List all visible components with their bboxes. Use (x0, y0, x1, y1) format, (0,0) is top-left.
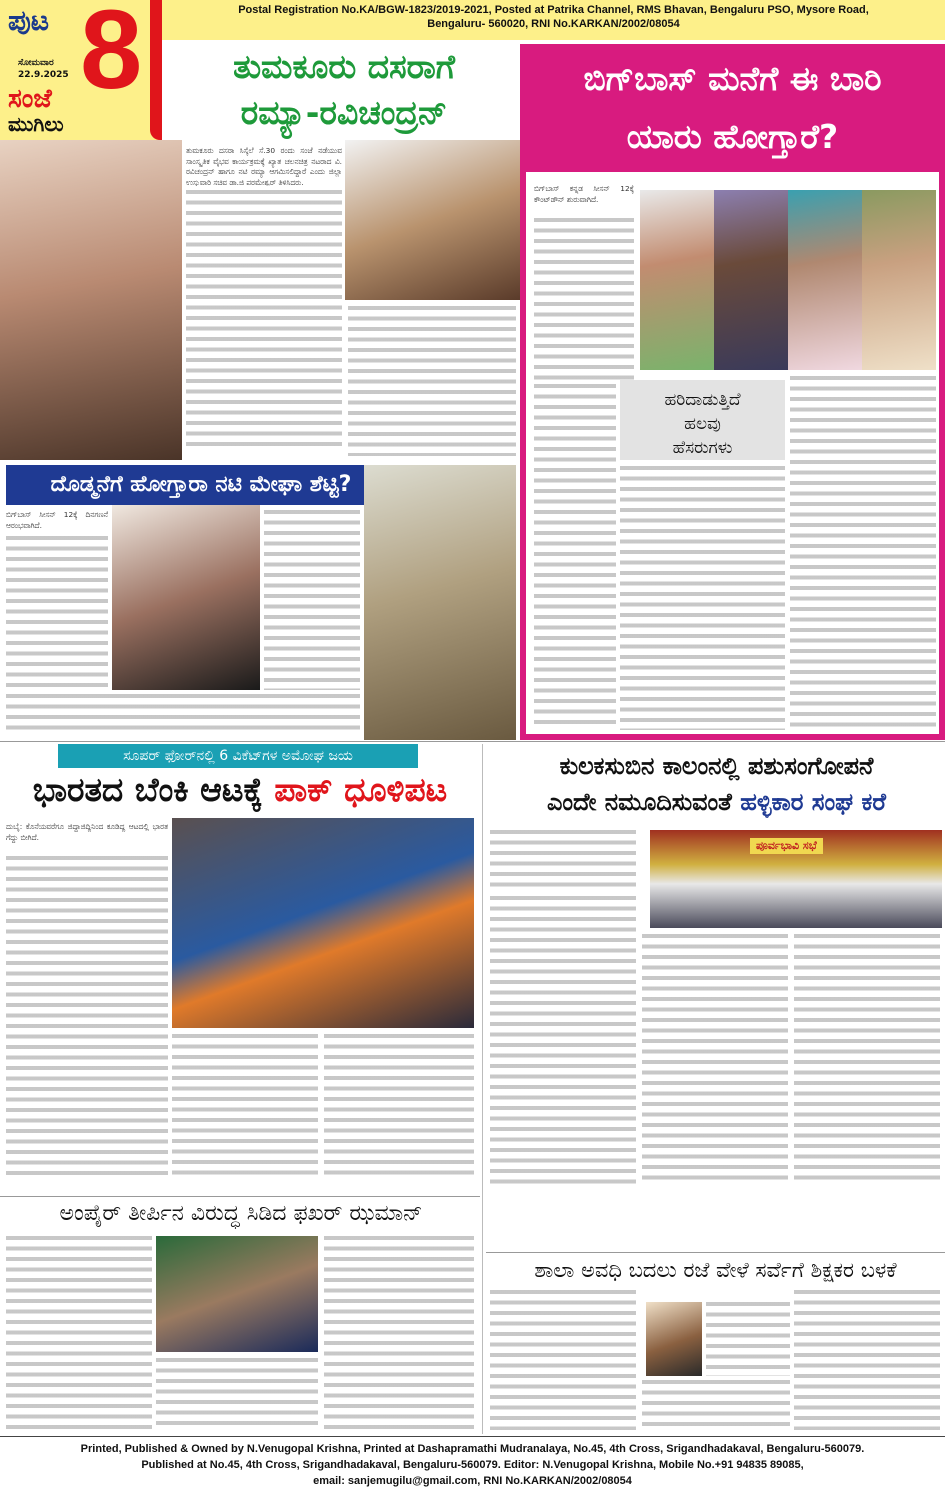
cricket-headline-black: ಭಾರತದ ಬೆಂಕಿ ಆಟಕ್ಕೆ (32, 770, 263, 809)
paper-title-line2: ಮುಗಿಲು (8, 112, 64, 136)
dasara-headline-line2: ರಮ್ಯಾ-ರವಿಚಂದ್ರನ್ (240, 93, 448, 132)
halikara-body-col3 (794, 934, 940, 1186)
minister-photo (646, 1302, 702, 1376)
megha-headline: ದೊಡ್ಮನೆಗೆ ಹೋಗ್ತಾರಾ ನಟಿ ಮೇಘಾ ಶೆಟ್ಟಿ? (6, 465, 396, 505)
date-label: 22.9.2025 (18, 70, 69, 80)
megha-body-col1 (6, 536, 108, 690)
page-number: 8 (80, 0, 143, 112)
footer-line3: email: sanjemugilu@gmail.com, RNI No.KARKAN/2002/08054 (313, 1475, 632, 1487)
halikara-body-col2 (642, 934, 788, 1186)
cricket-body-col3 (324, 1034, 474, 1176)
halikara-headline-line2-black: ಎಂದೇ ನಮೂದಿಸುವಂತೆ (547, 788, 732, 816)
postal-line2: Bengaluru- 560020, RNI No.KARKAN/2002/08054 (427, 18, 680, 30)
contestant-photo-3 (788, 190, 862, 370)
footer-divider (0, 1436, 945, 1437)
umpire-headline: ಅಂಪೈರ್ ತೀರ್ಪಿನ ವಿರುದ್ಧ ಸಿಡಿದ ಫಖರ್ ಝಮಾನ್ (59, 1201, 423, 1226)
survey-headline: ಶಾಲಾ ಅವಧಿ ಬದಲು ರಜೆ ವೇಳೆ ಸರ್ವೆಗೆ ಶಿಕ್ಷಕರ ಬಳಕೆ (534, 1258, 897, 1282)
halikara-headline-line2 (488, 784, 945, 820)
halikara-headline-line1: ಕುಲಕಸುಬಿನ ಕಾಲಂನಲ್ಲಿ ಪಶುಸಂಗೋಪನೆ (559, 752, 874, 780)
contestant-photo-2 (714, 190, 788, 370)
contestant-photos (640, 190, 936, 370)
halikara-headline-line2-blue: ಹಳ್ಳಿಕಾರ ಸಂಘ ಕರೆ (740, 788, 886, 816)
divider (486, 1252, 945, 1253)
paper-title-line1: ಸಂಜೆ (8, 84, 52, 114)
cricket-kicker: ಸೂಪರ್ ಫೋರ್‌ನಲ್ಲಿ 6 ವಿಕೆಟ್‌ಗಳ ಅಮೋಘ ಜಯ (58, 744, 418, 768)
dasara-lead: ತುಮಕೂರು ದಸರಾ ಸಿಸ್ಕೆಲೆ ಸೆ.30 ರಂದು ಸಂಜೆ ನಡೆಯುವ ಸಾಂಸ್ಕೃತಿಕ ವೈಭವ ಕಾರ್ಯಕ್ರಮಕ್ಕೆ ಖ್ಯಾತ ಚಲನಚಿತ್ರ ನಟರಾದ ವಿ. ರವಿಚಂದ್ರನ್ ಹಾಗೂ ನಟಿ ರಮ್ಯಾ ಆಗಮಿಸಲಿದ್ದಾರೆ ಎಂದು ಜಿಲ್ಲಾ ಉಸ್ತುವಾರಿ ಸಚಿವ ಡಾ.ಜಿ ಪರಮೇಶ್ವರ್ ತಿಳಿಸಿದರು. (186, 146, 342, 186)
footer-line1: Printed, Published & Owned by N.Venugopal Krishna, Printed at Dashapramathi Mudranalaya, No.45, 4th Cross, Srigandhadakaval, Bengaluru-560079. (80, 1443, 865, 1455)
meeting-banner: ಪೂರ್ವಭಾವಿ ಸಭೆ (750, 838, 823, 854)
megha-photo-1 (112, 505, 260, 690)
dasara-headline (168, 44, 520, 136)
cricket-body-col2 (172, 1034, 318, 1176)
megha-photo-2 (364, 465, 516, 740)
halikara-lead-lines (490, 830, 636, 890)
halikara-headline (488, 748, 945, 820)
cricket-body-col1 (6, 856, 168, 1176)
survey-body-col2b (642, 1380, 790, 1430)
megha-lead: ಬಿಗ್‌ಬಾಸ್ ಸೀಸನ್ 12ಕ್ಕೆ ದಿನಗಣನೆ ಆರಂಭವಾಗಿದೆ. (6, 510, 108, 530)
survey-body-col2a (706, 1302, 790, 1376)
names-callout-line1: ಹರಿದಾಡುತ್ತಿದೆ (664, 390, 741, 410)
umpire-body-col3 (324, 1236, 474, 1430)
postal-line1: Postal Registration No.KA/BGW-1823/2019-2021, Posted at Patrika Channel, RMS Bhavan, Bengaluru PSO, Mysore Road, (238, 4, 869, 16)
contestant-photo-4 (862, 190, 936, 370)
column-divider (482, 744, 483, 1434)
imprint-footer (0, 1441, 945, 1489)
survey-body-col3 (794, 1290, 940, 1430)
day-label: ಸೋಮವಾರ (18, 58, 54, 68)
umpire-photo (156, 1236, 318, 1352)
umpire-body-col1 (6, 1236, 152, 1430)
divider (0, 1196, 480, 1197)
megha-body-col2 (264, 510, 360, 690)
umpire-body-col2 (156, 1358, 318, 1430)
ravichandran-photo (345, 140, 520, 300)
bigboss-headline-line1: ಬಿಗ್‌ಬಾಸ್ ಮನೆಗೆ ಈ ಬಾರಿ (583, 59, 882, 98)
bigboss-headline (520, 44, 945, 172)
meeting-photo (650, 830, 942, 928)
ramya-photo (0, 140, 182, 460)
names-callout-line3: ಹೆಸರುಗಳು (672, 438, 733, 458)
bigboss-lead: ಬಿಗ್‌ಬಾಸ್ ಕನ್ನಡ ಸೀಸನ್ 12ಕ್ಕೆ ಕೌಂಟ್‌ಡೌನ್ ಶುರುವಾಗಿದೆ. (534, 184, 634, 204)
bigboss-headline-line2: ಯಾರು ಹೋಗ್ತಾರೆ? (626, 117, 839, 156)
footer-line2: Published at No.45, 4th Cross, Srigandhadakaval, Bengaluru-560079. Editor: N.Venugopal Krishna, Mobile No.+91 94835 89085, (141, 1459, 804, 1471)
cricket-lead: ದುಬೈ: ಕೊನೆಯವರೆಗೂ ಜಿದ್ದಾಜಿದ್ದಿನಿಂದ ಕೂಡಿದ್ದ ಆಟದಲ್ಲಿ ಭಾರತ ಗೆದ್ದು ಬೀಗಿದೆ. (6, 822, 168, 842)
cricket-headline (0, 768, 480, 812)
contestant-photo-1 (640, 190, 714, 370)
bigboss-body-col3 (790, 376, 936, 730)
cricket-headline-red: ಪಾಕ್ ಧೂಳಿಪಟ (274, 770, 448, 809)
dasara-headline-line1: ತುಮಕೂರು ದಸರಾಗೆ (233, 47, 455, 86)
megha-body-foot (6, 694, 360, 736)
halikara-body-col1 (490, 896, 636, 1186)
cricket-photo (172, 818, 474, 1028)
masthead-red-bar (150, 0, 162, 140)
bigboss-body-col2 (620, 466, 785, 730)
page-word: ಪುಟ (8, 4, 50, 37)
survey-body-col1 (490, 1290, 636, 1430)
masthead (0, 0, 160, 140)
bigboss-body-col1b (534, 384, 616, 730)
dasara-body-col1 (186, 190, 342, 446)
postal-registration (162, 0, 945, 40)
bigboss-body-col1 (534, 218, 634, 380)
names-callout-line2: ಹಲವು (684, 414, 721, 434)
dasara-body-col2 (348, 306, 516, 456)
names-callout (620, 380, 785, 460)
divider (0, 741, 945, 742)
